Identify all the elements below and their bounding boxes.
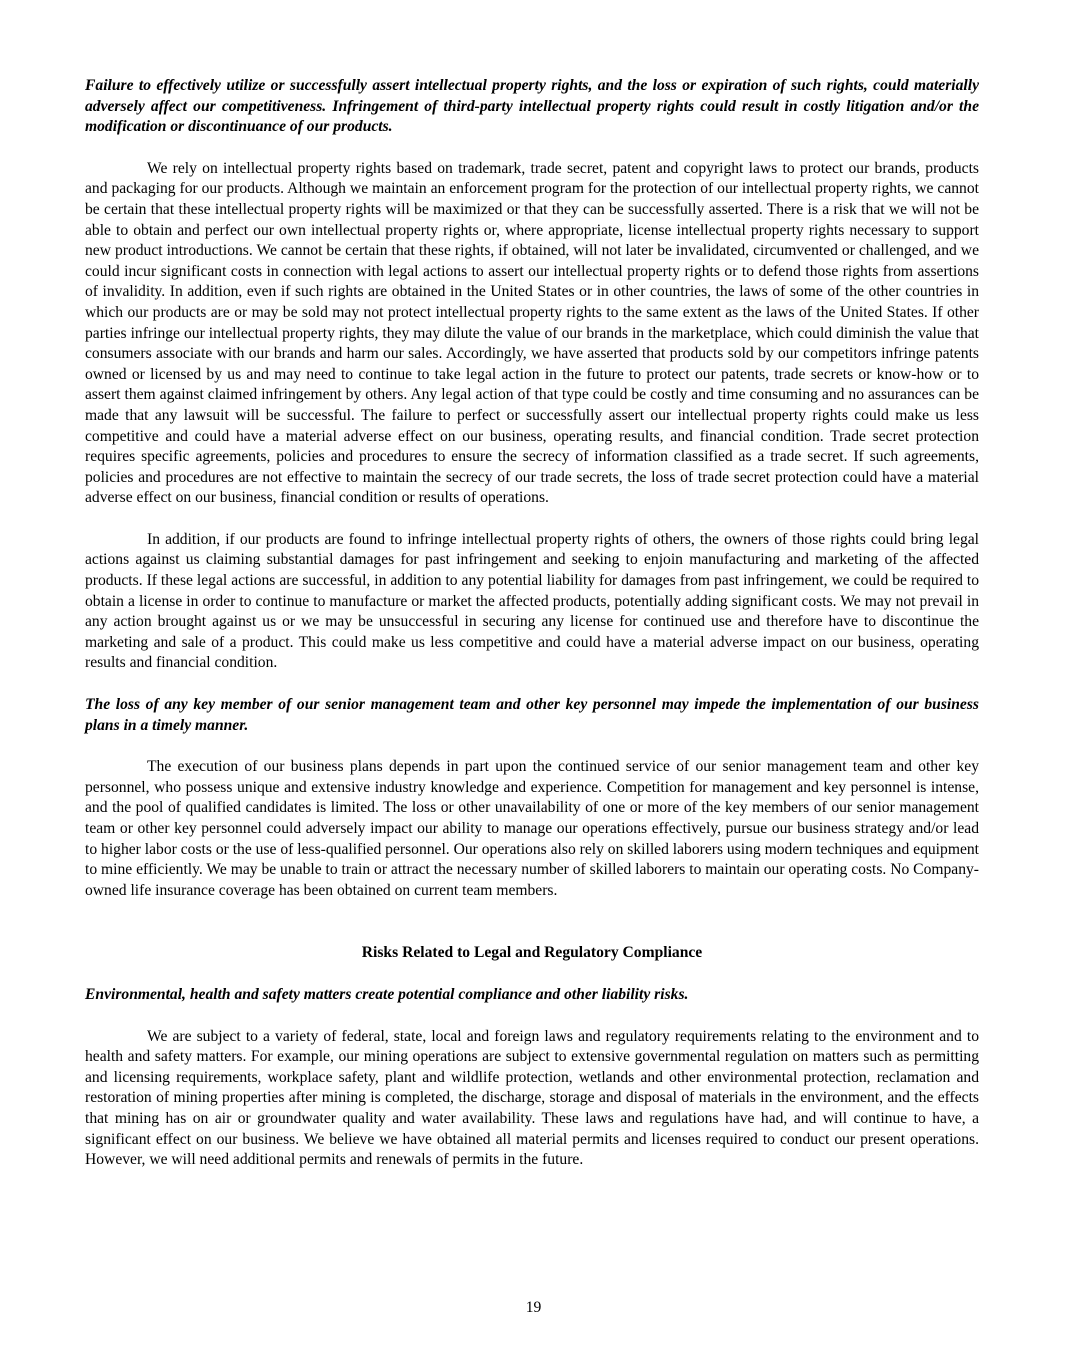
personnel-risk-paragraph: The execution of our business plans depends in part upon the continued service of our senior management team and other key personnel, who possess unique and extensive industry knowledge and experience. Competition for management and key personnel is intense, and the pool of qualified candidates is limited. The loss or other unavailability of one or more of the key members of our senior management team or other key personnel could adversely impact our ability to manage our operations effectively, pursue our business strategy and/or lead to higher labor costs or the use of less-qualified personnel. Our operations also rely on skilled laborers using modern techniques and equipment to mine efficiently. We may be unable to train or attract the necessary number of skilled laborers to maintain our operating costs. No Company-owned life insurance coverage has been obtained on current team members. <box>85 758 979 899</box>
environmental-risk-paragraph: We are subject to a variety of federal, state, local and foreign laws and regulatory requirements relating to the environment and to health and safety matters. For example, our mining operations are subject to extensive governmental regulation on matters such as permitting and licensing requirements, workplace safety, plant and wildlife protection, wetlands and other environmental protection, reclamation and restoration of mining properties after mining is completed, the discharge, storage and disposal of materials in the environment, and the effects that mining has on air or groundwater quality and water availability. These laws and regulations have had, and will continue to have, a significant effect on our business. We believe we have obtained all material permits and licenses required to conduct our present operations. However, we will need additional permits and renewals of permits in the future. <box>85 1027 979 1169</box>
page-number: 19 <box>525 1299 542 1316</box>
ip-risk-heading: Failure to effectively utilize or successfully assert intellectual property rights, and the loss or expiration of such rights, could materially adversely affect our competitiveness. Infringement of third-party intellectual property rights could result in costly litigation and/or the modification or discontinuance of our products. <box>85 77 979 136</box>
document-page <box>85 76 979 1171</box>
ip-risk-paragraph-2: In addition, if our products are found to infringe intellectual property rights of others, the owners of those rights could bring legal actions against us claiming substantial damages for past infringement and seeking to enjoin manufacturing and marketing of the affected products. If these legal actions are successful, in addition to any potential liability for damages from past infringement, we could be required to obtain a license in order to continue to manufacture or market the affected products, potentially adding significant costs. We may not prevail in any action brought against us or we may be unsuccessful in securing any license for continued use and therefore have to discontinue the marketing and sale of a product. This could make us less competitive and could have a material adverse impact on our business, operating results and financial condition. <box>85 530 979 672</box>
section-title: Risks Related to Legal and Regulatory Compliance <box>361 944 703 962</box>
personnel-risk-heading: The loss of any key member of our senior management team and other key personnel may impede the implementation of our business plans in a timely manner. <box>85 696 979 734</box>
ip-risk-paragraph-1: We rely on intellectual property rights based on trademark, trade secret, patent and copyright laws to protect our brands, products and packaging for our products. Although we maintain an enforcement program for the protection of our intellectual property rights, we cannot be certain that these intellectual property rights will be maximized or that they can be successfully asserted. There is a risk that we will not be able to obtain and perfect our own intellectual property rights or, where appropriate, license intellectual property rights necessary to support new product introductions. We cannot be certain that these rights, if obtained, will not later be invalidated, circumvented or challenged, and we could incur significant costs in connection with legal actions to assert our intellectual property rights or to defend those rights from assertions of invalidity. In addition, even if such rights are obtained in the United States or in other countries, the laws of some of the other countries in which our products are or may be sold may not protect intellectual property rights to the same extent as the laws of the United States. If other parties infringe our intellectual property rights, they may dilute the value of our brands in the marketplace, which could diminish the value that consumers associate with our brands and harm our sales. Accordingly, we have asserted that products sold by our competitors infringe patents owned or licensed by us and may need to continue to take legal action in the future to protect our patents, trade secrets or know-how or to assert them against claimed infringement by others. Any legal action of that type could be costly and time consuming and no assurances can be made that any lawsuit will be successful. The failure to perfect or successfully assert our intellectual property rights could make us less competitive and could have a material adverse effect on our business, operating results, and financial condition. Trade secret protection requires specific agreements, policies and procedures to ensure the secrecy of information classified as a trade secret. If such agreements, policies and procedures are not effective to maintain the secrecy of our trade secrets, the loss of trade secret protection could have a material adverse effect on our business, financial condition or results of operations. <box>85 159 979 507</box>
environmental-risk-heading: Environmental, health and safety matters create potential compliance and other liability risks. <box>85 985 689 1003</box>
